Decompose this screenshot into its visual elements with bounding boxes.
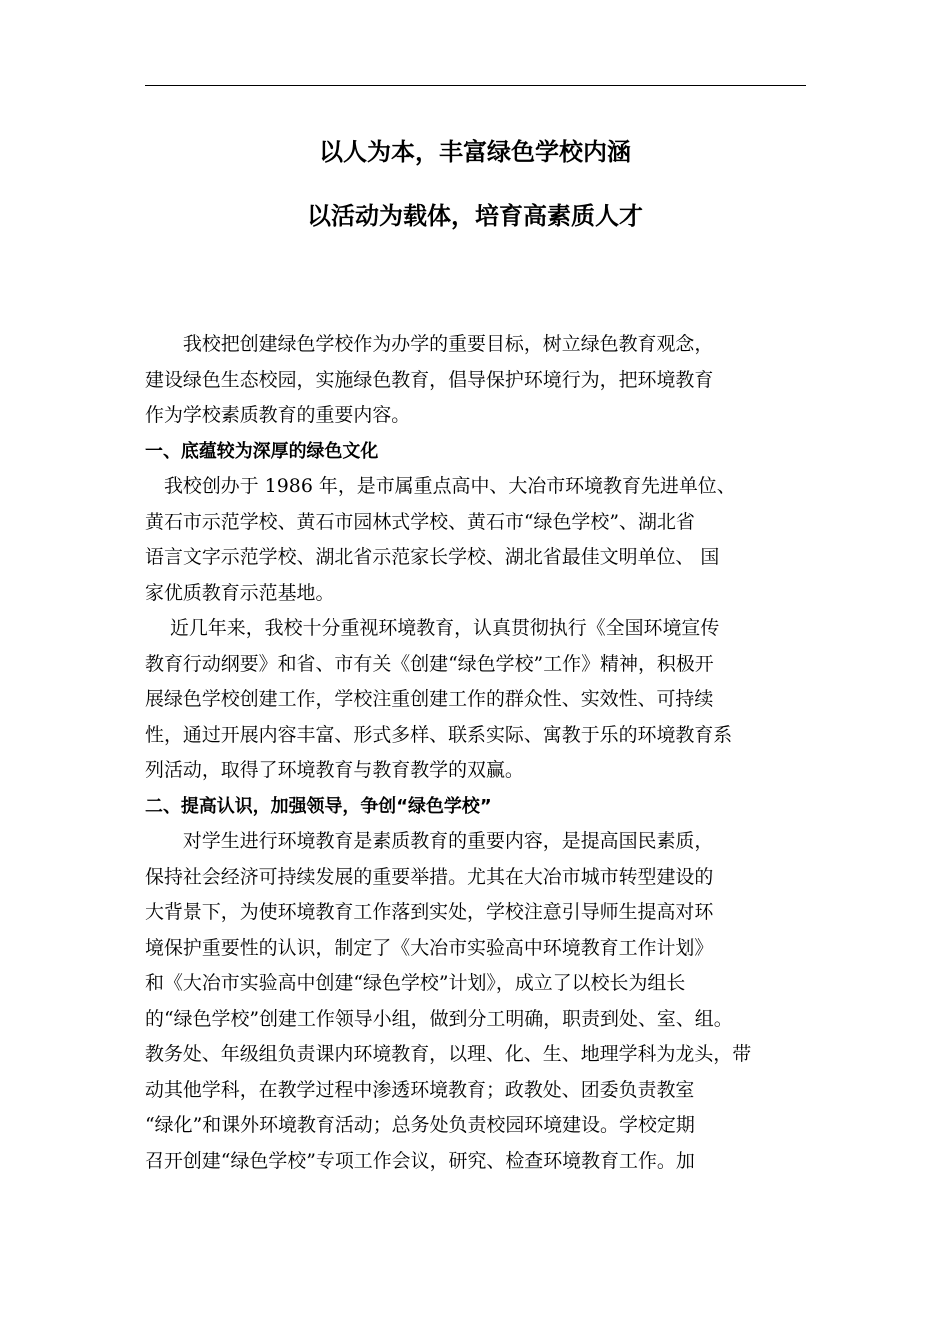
section-heading: 二、提高认识，加强领导，争创“绿色学校” <box>145 795 492 817</box>
body-text-line: 召开创建“绿色学校”专项工作会议，研究、检查环境教育工作。加 <box>145 1149 695 1172</box>
body-text-line: 作为学校素质教育的重要内容。 <box>145 404 411 426</box>
document-body <box>145 327 810 1179</box>
body-text-line: 大背景下，为使环境教育工作落到实处，学校注意引导师生提高对环 <box>145 901 714 923</box>
body-text-line: 动其他学科，在教学过程中渗透环境教育；政教处、团委负责教室 <box>145 1078 695 1101</box>
document-title-line-2: 以活动为载体，培育高素质人才 <box>307 202 643 230</box>
body-text-line: 对学生进行环境教育是素质教育的重要内容，是提高国民素质， <box>145 830 714 852</box>
document-title-line-1: 以人为本，丰富绿色学校内涵 <box>319 138 631 166</box>
body-text-line: 的“绿色学校”创建工作领导小组，做到分工明确，职责到处、室、组。 <box>145 1007 733 1030</box>
body-text-line: 教育行动纲要》和省、市有关《创建“绿色学校”工作》精神，积极开 <box>145 652 714 675</box>
body-text-line: 教务处、年级组负责课内环境教育，以理、化、生、地理学科为龙头，带 <box>145 1043 752 1065</box>
body-text-line: 和《大冶市实验高中创建“绿色学校”计划》，成立了以校长为组长 <box>145 972 686 994</box>
body-text-line: 境保护重要性的认识，制定了《大冶市实验高中环境教育工作计划》 <box>145 936 714 959</box>
body-text-line: 性，通过开展内容丰富、形式多样、联系实际、寓教于乐的环境教育系 <box>145 723 733 746</box>
header-rule <box>145 85 806 86</box>
section-heading: 一、底蕴较为深厚的绿色文化 <box>145 440 379 462</box>
body-text-line: 列活动，取得了环境教育与教育教学的双赢。 <box>145 759 524 781</box>
body-text-line: 我校创办于 1986 年，是市属重点高中、大冶市环境教育先进单位、 <box>145 475 736 497</box>
body-text-line: 近几年来，我校十分重视环境教育，认真贯彻执行《全国环境宣传 <box>145 617 720 639</box>
body-text-line: 语言文字示范学校、湖北省示范家长学校、湖北省最佳文明单位、 国 <box>145 546 720 568</box>
body-text-line: 我校把创建绿色学校作为办学的重要目标，树立绿色教育观念， <box>145 333 714 355</box>
body-text-line: 建设绿色生态校园，实施绿色教育，倡导保护环境行为，把环境教育 <box>145 368 714 391</box>
body-text-line: 黄石市示范学校、黄石市园林式学校、黄石市“绿色学校”、湖北省 <box>145 510 695 533</box>
body-text-line: 家优质教育示范基地。 <box>145 581 335 604</box>
body-text-line: 保持社会经济可持续发展的重要举措。尤其在大冶市城市转型建设的 <box>145 865 714 888</box>
body-text-line: 展绿色学校创建工作，学校注重创建工作的群众性、实效性、可持续 <box>145 688 714 710</box>
body-text-line: “绿化”和课外环境教育活动；总务处负责校园环境建设。学校定期 <box>145 1114 695 1136</box>
